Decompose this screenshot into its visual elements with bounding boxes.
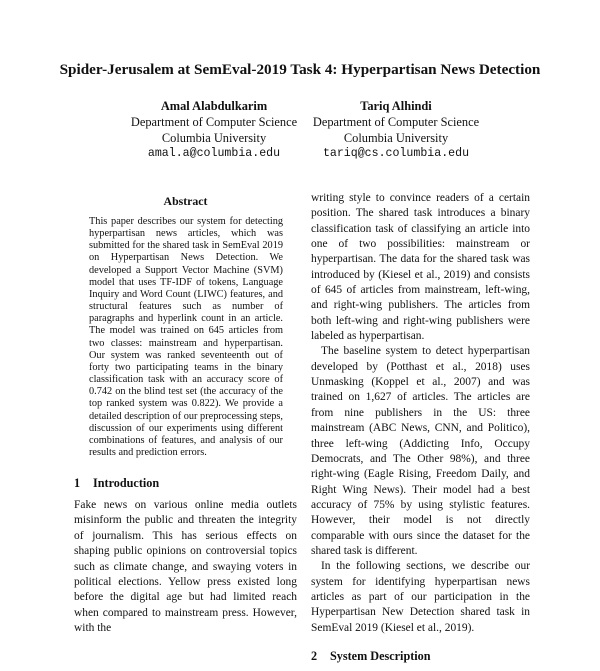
section-heading-system-description xyxy=(311,649,530,664)
right-paragraph-1: writing style to convince readers of a certain position. The shared task introduces a binary classification task of classifying an article into one of two possibilities: mainstream or hyperpartisan. The data for the shared task was introduced by (Kiesel et al., 2019) and consists of 645 of articles from mainstream, left-wing, and right-wing publishers. The articles from both left-wing and right-wing publishers were labeled as hyperpartisan. xyxy=(311,192,530,343)
author-university: Columbia University xyxy=(343,131,449,145)
intro-paragraph-1: Fake news on various online media outlets misinform the public and threaten the integrity of journalism. This has serious effects on shaping public opinions on controversial topics such as climate change, and swaying voters in political elections. Yellow press existed long before the digital age but had limited reach when compared to mainstream press. However, with the xyxy=(74,499,297,634)
abstract-heading: Abstract xyxy=(163,194,208,208)
section-heading-introduction xyxy=(74,476,297,491)
author-block-2 xyxy=(281,98,511,162)
section-number: 2 xyxy=(311,648,318,663)
author-university: Columbia University xyxy=(161,131,267,145)
right-paragraph-3: In the following sections, we describe our system for identifying hyperpartisan news articles as part of our participation in the Hyperpartisan New Detection shared task in SemEval 2019 (Kiesel et al., 2019). xyxy=(311,560,530,634)
author-email: tariq@cs.columbia.edu xyxy=(322,147,470,160)
left-column xyxy=(74,194,297,636)
section-title: System Description xyxy=(330,648,431,663)
right-column xyxy=(311,191,530,671)
section-number: 1 xyxy=(74,476,81,491)
right-paragraph-2: The baseline system to detect hyperpartisan developed by (Potthast et al., 2018) uses Unmasking (Koppel et al., 2007) and was trained on 1,627 of articles. The articles are from nine publishers in the US: three mainstream (ABC News, CNN, and Politico), three left-wing (Addicting Info, Occupy Democrats, and The Other 98%), and three right-wing (Eagle Rising, Freedom Daily, and Right Wing News). Their model had a best accuracy of 75% by using stylistic features. However, their model is not directly comparable with ours since the dataset for the shared task is different. xyxy=(311,345,530,557)
author-department: Department of Computer Science xyxy=(130,115,298,129)
author-name: Tariq Alhindi xyxy=(360,99,432,113)
author-email: amal.a@columbia.edu xyxy=(147,147,281,160)
paper-title: Spider-Jerusalem at SemEval-2019 Task 4: Hyperpartisan News Detection xyxy=(59,61,541,78)
author-department: Department of Computer Science xyxy=(312,115,480,129)
section-title: Introduction xyxy=(93,476,160,491)
abstract-text: This paper describes our system for detecting hyperpartisan news articles, which was submitted for the shared task in SemEval 2019 on Hyperpartisan News Detection. We developed a Support Vector Machine (SVM) model that uses TF-IDF of tokens, Language Inquiry and Word Count (LIWC) features, and structural features such as number of paragraphs and hyperlink count in an article. The model was trained on 645 articles from two classes: mainstream and hyperpartisan. Our system was ranked seventeenth out of forty two participating teams in the binary classification task with an accuracy score of 0.742 on the blind test set (the accuracy of the top ranked system was 0.822). We provide a detailed description of our preprocessing steps, discussion of our experiments using different combinations of features, and analysis of our results and prediction errors. xyxy=(89,216,283,458)
author-name: Amal Alabdulkarim xyxy=(160,99,268,113)
